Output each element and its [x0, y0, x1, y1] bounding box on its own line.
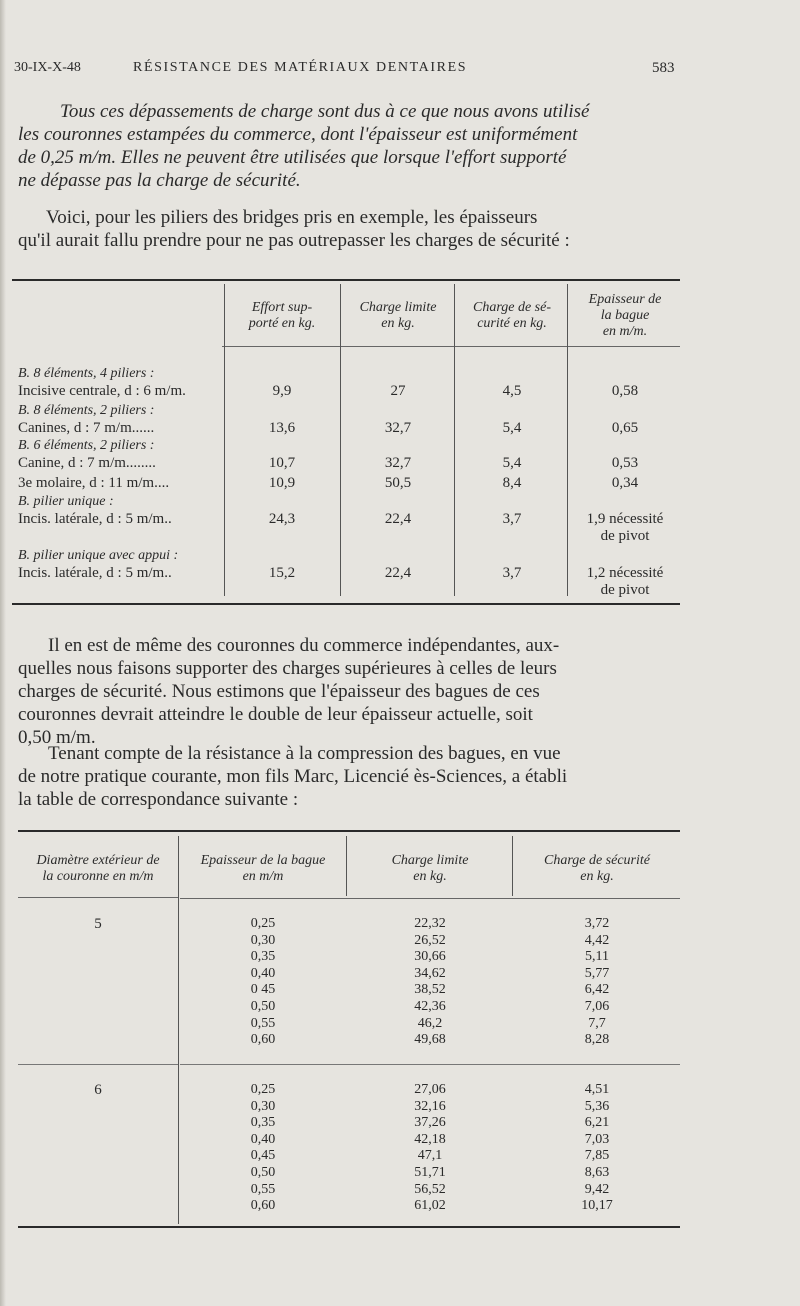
limite-value: 22,32: [414, 916, 446, 931]
cell-epaisseur: 0,34: [611, 475, 639, 491]
paragraph-line: 0,50 m/m.: [18, 727, 96, 748]
cell-limite: 50,5: [384, 475, 412, 491]
securite-value: 9,42: [584, 1181, 610, 1197]
limite-value: 38,52: [414, 982, 446, 998]
table-top-rule: [18, 830, 680, 832]
header-line: Charge de sé-: [472, 300, 552, 315]
column-divider: [178, 836, 179, 1224]
table2-header-securite: [514, 853, 680, 885]
cell-epaisseur: 1,9 nécessité: [586, 511, 664, 527]
row-group-label: B. 6 éléments, 2 piliers :: [18, 438, 155, 453]
cell-epaisseur-note: de pivot: [600, 582, 650, 598]
header-line: curité en kg.: [477, 316, 547, 331]
epaisseur-value: 0,55: [250, 1181, 276, 1197]
cell-limite: 32,7: [384, 455, 412, 471]
column-divider: [512, 836, 513, 896]
header-line: en kg.: [413, 869, 447, 884]
cell-securite: 4,5: [502, 383, 522, 399]
header-line: en kg.: [580, 869, 614, 884]
securite-value: 7,03: [584, 1131, 610, 1147]
header-title: RÉSISTANCE DES MATÉRIAUX DENTAIRES: [133, 60, 468, 75]
paragraph-2: [18, 206, 682, 252]
header-line: en kg.: [381, 316, 415, 331]
row-label: Incis. latérale, d : 5 m/m..: [18, 511, 172, 527]
cell-effort: 10,9: [268, 475, 296, 491]
header-line: Epaisseur de la bague: [200, 853, 326, 868]
table1-header-epaisseur: [569, 292, 681, 340]
paragraph-line: la table de correspondance suivante :: [18, 789, 299, 810]
epaisseur-value: 0,30: [250, 1098, 276, 1114]
header-rule: [180, 898, 680, 899]
header-line: en m/m.: [602, 324, 648, 339]
cell-limite: 32,7: [384, 420, 412, 436]
limite-value: 61,02: [414, 1198, 446, 1214]
limite-value: 32,16: [414, 1098, 446, 1114]
table2-header-epaisseur: [180, 853, 346, 885]
limite-value: 26,52: [414, 932, 446, 948]
page-edge-shadow: [0, 0, 6, 1306]
securite-value: 5,77: [584, 965, 610, 981]
paragraph-1: [18, 100, 682, 192]
cell-securite: 5,4: [502, 455, 522, 471]
securite-value: 8,63: [584, 1164, 610, 1180]
securite-value: 8,28: [584, 1032, 610, 1048]
paragraph-line: Tenant compte de la résistance à la compression des bagues, en vue: [48, 743, 561, 764]
limite-value: 56,52: [414, 1181, 446, 1197]
securite-value: 7,7: [588, 1015, 606, 1031]
row-group-label: B. 8 éléments, 4 piliers :: [18, 366, 155, 381]
limite-value: 51,71: [414, 1164, 446, 1180]
header-date: 30-IX-X-48: [14, 60, 81, 75]
epaisseur-value: 0,50: [250, 1164, 276, 1180]
row-label: Canine, d : 7 m/m........: [18, 455, 156, 471]
limite-value: 34,62: [414, 965, 446, 981]
diameter-cell: 6: [94, 1082, 102, 1098]
header-rule: [222, 346, 680, 347]
table1-header-securite: [456, 300, 568, 332]
row-label: Canines, d : 7 m/m......: [18, 420, 155, 436]
limite-column: [348, 916, 512, 1049]
cell-epaisseur: 1,2 nécessité: [586, 565, 664, 581]
epaisseur-value: 0,35: [250, 949, 276, 965]
paragraph-line: charges de sécurité. Nous estimons que l'épaisseur des bagues de ces: [18, 681, 540, 702]
securite-value: 5,11: [585, 949, 609, 965]
table-top-rule: [12, 279, 680, 281]
row-group-label: B. pilier unique avec appui :: [18, 548, 179, 563]
cell-effort: 13,6: [268, 420, 296, 436]
paragraph-line: de 0,25 m/m. Elles ne peuvent être utilisées que lorsque l'effort supporté: [18, 147, 567, 168]
limite-value: 49,68: [414, 1032, 446, 1048]
limite-value: 47,1: [417, 1148, 443, 1164]
epaisseur-column: [180, 1082, 346, 1215]
paragraph-3: [18, 634, 682, 749]
epaisseur-value: 0,30: [250, 932, 276, 948]
epaisseur-value: 0,40: [250, 1131, 276, 1147]
cell-effort: 15,2: [268, 565, 296, 581]
securite-value: 10,17: [581, 1198, 613, 1214]
securite-column: [514, 916, 680, 1049]
limite-value: 27,06: [414, 1082, 446, 1097]
column-divider: [454, 284, 455, 596]
securite-value: 5,36: [584, 1098, 610, 1114]
securite-value: 3,72: [584, 916, 610, 931]
header-line: Diamètre extérieur de: [36, 853, 160, 868]
header-line: Charge limite: [359, 300, 437, 315]
securite-value: 6,21: [584, 1115, 610, 1131]
epaisseur-value: 0,45: [250, 1148, 276, 1164]
cell-effort: 9,9: [272, 383, 292, 399]
cell-effort: 10,7: [268, 455, 296, 471]
table1-header-effort: [226, 300, 338, 332]
header-line: Charge de sécurité: [543, 853, 650, 868]
group-separator: [18, 1064, 178, 1065]
row-group-label: B. 8 éléments, 2 piliers :: [18, 403, 155, 418]
cell-effort: 24,3: [268, 511, 296, 527]
column-divider: [340, 284, 341, 596]
paragraph-line: qu'il aurait fallu prendre pour ne pas outrepasser les charges de sécurité :: [18, 230, 570, 251]
limite-value: 37,26: [414, 1115, 446, 1131]
table1-header-limite: [342, 300, 454, 332]
header-line: Effort sup-: [251, 300, 313, 315]
securite-value: 7,06: [584, 998, 610, 1014]
cell-limite: 27: [390, 383, 406, 399]
cell-epaisseur: 0,58: [611, 383, 639, 399]
paragraph-line: Tous ces dépassements de charge sont dus à ce que nous avons utilisé: [60, 101, 590, 122]
epaisseur-value: 0,35: [250, 1115, 276, 1131]
paragraph-line: quelles nous faisons supporter des charges supérieures à celles de leurs: [18, 658, 557, 679]
cell-epaisseur-note: de pivot: [600, 528, 650, 544]
cell-securite: 3,7: [502, 511, 522, 527]
table2-header-diameter: [18, 853, 178, 885]
paragraph-line: Il en est de même des couronnes du commerce indépendantes, aux-: [48, 635, 560, 656]
epaisseur-value: 0,60: [250, 1032, 276, 1048]
epaisseur-value: 0,55: [250, 1015, 276, 1031]
column-divider: [346, 836, 347, 896]
table2-header-limite: [348, 853, 512, 885]
header-line: Epaisseur de: [588, 292, 662, 307]
paragraph-line: les couronnes estampées du commerce, dont l'épaisseur est uniformément: [18, 124, 578, 145]
securite-value: 6,42: [584, 982, 610, 998]
header-rule: [18, 897, 178, 898]
row-label: Incis. latérale, d : 5 m/m..: [18, 565, 172, 581]
securite-value: 7,85: [584, 1148, 610, 1164]
securite-value: 4,42: [584, 932, 610, 948]
cell-epaisseur: 0,53: [611, 455, 639, 471]
paragraph-4: [18, 742, 682, 811]
epaisseur-value: 0,25: [250, 916, 276, 931]
table-bottom-rule: [18, 1226, 680, 1228]
epaisseur-value: 0 45: [250, 982, 276, 998]
limite-value: 46,2: [417, 1015, 443, 1031]
page-number: 583: [652, 60, 675, 76]
row-label: Incisive centrale, d : 6 m/m.: [18, 383, 186, 399]
header-line: la couronne en m/m: [42, 869, 154, 884]
limite-value: 42,18: [414, 1131, 446, 1147]
header-line: en m/m: [242, 869, 284, 884]
epaisseur-value: 0,50: [250, 998, 276, 1014]
diameter-cell: 5: [94, 916, 102, 932]
cell-securite: 3,7: [502, 565, 522, 581]
cell-securite: 5,4: [502, 420, 522, 436]
securite-value: 4,51: [584, 1082, 610, 1097]
paragraph-line: ne dépasse pas la charge de sécurité.: [18, 170, 301, 191]
securite-column: [514, 1082, 680, 1215]
cell-securite: 8,4: [502, 475, 522, 491]
table-bottom-rule: [12, 603, 680, 605]
cell-limite: 22,4: [384, 565, 412, 581]
header-line: porté en kg.: [248, 316, 316, 331]
cell-limite: 22,4: [384, 511, 412, 527]
header-line: la bague: [600, 308, 650, 323]
paragraph-line: de notre pratique courante, mon fils Marc, Licencié ès-Sciences, a établi: [18, 766, 568, 787]
epaisseur-value: 0,25: [250, 1082, 276, 1097]
epaisseur-column: [180, 916, 346, 1049]
cell-epaisseur: 0,65: [611, 420, 639, 436]
paragraph-line: Voici, pour les piliers des bridges pris en exemple, les épaisseurs: [46, 207, 538, 228]
epaisseur-value: 0,60: [250, 1198, 276, 1214]
epaisseur-value: 0,40: [250, 965, 276, 981]
group-separator: [180, 1064, 680, 1065]
limite-value: 30,66: [414, 949, 446, 965]
row-group-label: B. pilier unique :: [18, 494, 114, 509]
column-divider: [224, 284, 225, 596]
header-line: Charge limite: [391, 853, 469, 868]
row-label: 3e molaire, d : 11 m/m....: [18, 475, 170, 491]
limite-column: [348, 1082, 512, 1215]
limite-value: 42,36: [414, 998, 446, 1014]
paragraph-line: couronnes devrait atteindre le double de leur épaisseur actuelle, soit: [18, 704, 533, 725]
